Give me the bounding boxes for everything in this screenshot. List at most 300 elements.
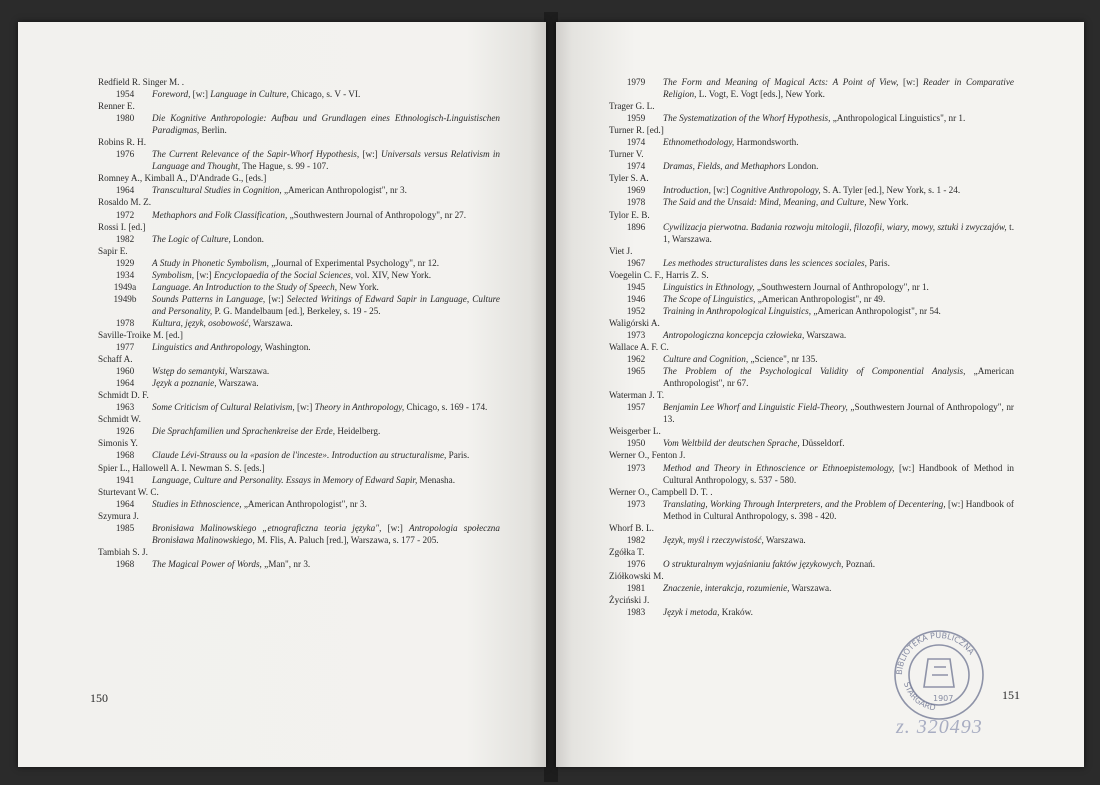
entry-citation bbox=[663, 329, 1014, 341]
citation-title: Dramas, Fields, and Methaphors bbox=[663, 161, 786, 172]
citation-detail: Paris. bbox=[446, 450, 470, 461]
entry-year: 1978 bbox=[626, 197, 646, 208]
entry-citation bbox=[152, 377, 500, 389]
entry-author: Saville-Troike M. [ed.] bbox=[98, 329, 183, 340]
entry-item bbox=[609, 76, 1014, 100]
entry-citation bbox=[663, 160, 1014, 172]
entry-citation bbox=[663, 365, 1014, 389]
citation-detail: „American Anthropologist", nr 67. bbox=[663, 366, 1014, 389]
bibliography-entry bbox=[98, 389, 500, 413]
entry-citation bbox=[152, 257, 500, 269]
bibliography-column-right bbox=[609, 76, 1014, 618]
bibliography-entry bbox=[98, 546, 500, 570]
entry-year: 1973 bbox=[626, 329, 646, 340]
entry-citation bbox=[152, 184, 500, 196]
bibliography-entry bbox=[98, 329, 500, 353]
entry-author: Simonis Y. bbox=[98, 438, 138, 449]
entry-citation bbox=[152, 341, 500, 353]
entry-item bbox=[98, 269, 500, 281]
entry-item bbox=[609, 353, 1014, 365]
entry-item bbox=[609, 558, 1014, 570]
bibliography-entry bbox=[609, 546, 1014, 570]
citation-detail: New York. bbox=[337, 281, 379, 292]
citation-title: Symbolism, bbox=[152, 269, 195, 280]
entry-author: Spier L., Hallowell A. I. Newman S. S. [eds.] bbox=[98, 462, 265, 473]
entry-item bbox=[609, 196, 1014, 208]
entry-item bbox=[98, 257, 500, 269]
bibliography-entry bbox=[98, 221, 500, 245]
entry-author: Tyler S. A. bbox=[609, 173, 649, 184]
stamp-text-top: BIBLIOTEKA PUBLICZNA bbox=[894, 630, 976, 676]
citation-detail: P. G. Mandelbaum [ed.], Berkeley, s. 19 - 25. bbox=[212, 305, 381, 316]
bibliography-entry bbox=[98, 100, 500, 136]
citation-detail: Warszawa. bbox=[250, 317, 293, 328]
entry-year: 1976 bbox=[115, 149, 135, 160]
entry-year: 1957 bbox=[626, 402, 646, 413]
entry-year: 1978 bbox=[115, 317, 135, 328]
entry-year: 1977 bbox=[115, 342, 135, 353]
entry-year: 1949b bbox=[113, 293, 137, 304]
citation-detail: „American Anthropologist", nr 3. bbox=[241, 498, 367, 509]
entry-item bbox=[609, 401, 1014, 425]
citation-detail: Warszawa. bbox=[804, 329, 847, 340]
bibliography-entry bbox=[98, 437, 500, 461]
entry-citation bbox=[663, 582, 1014, 594]
entry-citation bbox=[152, 233, 500, 245]
citation-title: Language in Culture, bbox=[210, 89, 289, 100]
entry-citation bbox=[152, 112, 500, 136]
entry-item bbox=[98, 184, 500, 196]
entry-year: 1945 bbox=[626, 281, 646, 292]
entry-item bbox=[98, 112, 500, 136]
entry-author: Sturtevant W. C. bbox=[98, 486, 159, 497]
citation-title: Bronisława Malinowskiego „etnograficzna teoria języka", bbox=[152, 522, 382, 533]
citation-title: Training in Anthropological Linguistics, bbox=[663, 305, 812, 316]
citation-title: Selected Writings of Edward Sapir in Language, Culture and Personality, bbox=[152, 293, 500, 316]
citation-title: Die Sprachfamilien und Sprachenkreise der Erde, bbox=[152, 426, 336, 437]
entry-year: 1973 bbox=[626, 498, 646, 509]
citation-detail: Düsseldorf. bbox=[799, 438, 845, 449]
entry-citation bbox=[663, 462, 1014, 486]
entry-author: Trager G. L. bbox=[609, 101, 655, 112]
entry-item bbox=[98, 209, 500, 221]
citation-detail: „Southwestern Journal of Anthropology", nr 1. bbox=[754, 281, 929, 292]
citation-title: Theory in Anthropology, bbox=[314, 402, 405, 413]
entry-year: 1968 bbox=[115, 558, 135, 569]
citation-detail: S. A. Tyler [ed.], New York, s. 1 - 24. bbox=[820, 185, 961, 196]
citation-title: Introduction, bbox=[663, 185, 711, 196]
entry-citation bbox=[663, 136, 1014, 148]
citation-detail: „Journal of Experimental Psychology", nr 12. bbox=[268, 257, 440, 268]
citation-title: Benjamin Lee Whorf and Linguistic Field-Theory, bbox=[663, 402, 848, 413]
citation-title: The Magical Power of Words, bbox=[152, 558, 262, 569]
entry-author: Schmidt D. F. bbox=[98, 390, 149, 401]
entry-year: 1946 bbox=[626, 293, 646, 304]
entry-year: 1934 bbox=[115, 269, 135, 280]
citation-detail: [w:] Handbook of Method in Cultural Anthropology, s. 398 - 420. bbox=[663, 498, 1014, 521]
stamp-text-bottom: STARGARD bbox=[901, 680, 937, 713]
entry-citation bbox=[152, 449, 500, 461]
entry-author: Tylor E. B. bbox=[609, 209, 650, 220]
entry-citation bbox=[663, 196, 1014, 208]
entry-year: 1982 bbox=[626, 534, 646, 545]
citation-detail: Poznań. bbox=[843, 558, 876, 569]
entry-year: 1965 bbox=[626, 366, 646, 377]
citation-detail: „Man", nr 3. bbox=[261, 558, 311, 569]
bibliography-entry bbox=[609, 100, 1014, 124]
citation-detail: Berlin. bbox=[199, 125, 227, 136]
bibliography-entry bbox=[98, 245, 500, 329]
citation-title: Cywilizacja pierwotna. Badania rozwoju mitologii, filozofii, wiary, mowy, sztuki i zwyczajów, bbox=[663, 221, 1007, 232]
citation-title: Claude Lévi-Strauss ou la «pasion de l'inceste». Introduction au structuralisme, bbox=[152, 450, 447, 461]
entry-item bbox=[98, 377, 500, 389]
bibliography-entry bbox=[98, 353, 500, 389]
citation-detail: London. bbox=[230, 233, 264, 244]
bibliography-entry bbox=[98, 136, 500, 172]
citation-detail: [w:] bbox=[194, 269, 215, 280]
citation-title: O strukturalnym wyjaśnianiu faktów językowych, bbox=[663, 558, 844, 569]
entry-year: 1976 bbox=[626, 558, 646, 569]
entry-item bbox=[609, 365, 1014, 389]
citation-title: Reader in Comparative Religion, bbox=[663, 77, 1014, 100]
stamp-year: 1907 bbox=[933, 694, 954, 703]
entry-year: 1960 bbox=[115, 366, 135, 377]
entry-year: 1979 bbox=[626, 77, 646, 87]
entry-item bbox=[98, 449, 500, 461]
entry-item bbox=[98, 88, 500, 100]
citation-detail: [w:] bbox=[190, 89, 211, 100]
entry-author: Turner R. [ed.] bbox=[609, 125, 664, 136]
entry-year: 1929 bbox=[115, 257, 135, 268]
entry-year: 1964 bbox=[115, 378, 135, 389]
right-page bbox=[556, 22, 1084, 767]
citation-title: The Logic of Culture, bbox=[152, 233, 231, 244]
citation-detail: L. Vogt, E. Vogt [eds.], New York. bbox=[696, 89, 825, 100]
entry-citation bbox=[152, 148, 500, 172]
entry-item bbox=[609, 136, 1014, 148]
entry-citation bbox=[663, 534, 1014, 546]
entry-year: 1983 bbox=[626, 607, 646, 618]
bibliography-entry bbox=[609, 317, 1014, 341]
entry-author: Turner V. bbox=[609, 149, 644, 160]
entry-year: 1954 bbox=[115, 89, 135, 100]
entry-item bbox=[609, 498, 1014, 522]
entry-author: Romney A., Kimball A., D'Andrade G., [eds.] bbox=[98, 173, 267, 184]
entry-author: Werner O., Fenton J. bbox=[609, 450, 686, 461]
citation-title: Znaczenie, interakcja, rozumienie, bbox=[663, 582, 790, 593]
entry-citation bbox=[152, 522, 500, 546]
entry-item bbox=[98, 558, 500, 570]
entry-item bbox=[98, 233, 500, 245]
citation-title: The Current Relevance of the Sapir-Whorf Hypothesis, bbox=[152, 149, 360, 160]
citation-detail: Menasha. bbox=[417, 474, 456, 485]
entry-author: Redfield R. Singer M. . bbox=[98, 77, 184, 87]
entry-author: Szymura J. bbox=[98, 510, 139, 521]
entry-year: 1896 bbox=[626, 221, 646, 232]
citation-title: Methaphors and Folk Classification, bbox=[152, 209, 288, 220]
entry-author: Waterman J. T. bbox=[609, 390, 665, 401]
entry-author: Whorf B. L. bbox=[609, 522, 654, 533]
bibliography-entry bbox=[609, 449, 1014, 485]
citation-detail: [w:] bbox=[294, 402, 315, 413]
citation-detail: Chicago, s. 169 - 174. bbox=[404, 402, 488, 413]
citation-detail: New York. bbox=[866, 197, 909, 208]
citation-detail: Chicago, s. V - VI. bbox=[288, 89, 361, 100]
entry-citation bbox=[663, 184, 1014, 196]
entry-citation bbox=[152, 281, 500, 293]
citation-detail: [w:] bbox=[265, 293, 287, 304]
citation-detail: M. Flis, A. Paluch [red.], Warszawa, s. 177 - 205. bbox=[254, 534, 439, 545]
bibliography-entry bbox=[609, 209, 1014, 245]
entry-item bbox=[609, 221, 1014, 245]
entry-citation bbox=[663, 305, 1014, 317]
citation-title: Cognitive Anthropology, bbox=[730, 185, 821, 196]
entry-citation bbox=[663, 76, 1014, 100]
entry-item bbox=[98, 425, 500, 437]
citation-detail: „Southwestern Journal of Anthropology", nr 13. bbox=[663, 402, 1014, 425]
bibliography-entry bbox=[609, 341, 1014, 389]
entry-citation bbox=[152, 425, 500, 437]
entry-citation bbox=[663, 257, 1014, 269]
entry-citation bbox=[152, 498, 500, 510]
entry-year: 1985 bbox=[115, 522, 135, 533]
citation-title: Antropologiczna koncepcja człowieka, bbox=[663, 329, 805, 340]
page-number: 151 bbox=[1002, 688, 1020, 702]
bibliography-entry bbox=[609, 389, 1014, 425]
entry-citation bbox=[152, 269, 500, 281]
citation-title: Encyclopaedia of the Social Sciences, bbox=[214, 269, 354, 280]
citation-detail: Heidelberg. bbox=[335, 426, 381, 437]
citation-title: Culture and Cognition, bbox=[663, 354, 749, 365]
bibliography-entry bbox=[609, 124, 1014, 148]
entry-citation bbox=[152, 365, 500, 377]
citation-title: The Said and the Unsaid: Mind, Meaning, and Culture, bbox=[663, 197, 867, 208]
entry-author: Schaff A. bbox=[98, 354, 133, 365]
entry-item bbox=[609, 329, 1014, 341]
entry-year: 1980 bbox=[115, 113, 135, 124]
citation-title: Linguistics and Anthropology, bbox=[152, 342, 263, 353]
entry-citation bbox=[152, 88, 500, 100]
entry-year: 1963 bbox=[115, 402, 135, 413]
entry-author: Voegelin C. F., Harris Z. S. bbox=[609, 269, 709, 280]
citation-detail: Kraków. bbox=[719, 607, 753, 618]
entry-author: Waligórski A. bbox=[609, 317, 660, 328]
entry-item bbox=[98, 341, 500, 353]
entry-year: 1981 bbox=[626, 582, 646, 593]
bibliography-entry bbox=[98, 76, 500, 100]
citation-detail: „American Anthropologist", nr 3. bbox=[281, 185, 407, 196]
entry-year: 1952 bbox=[626, 305, 646, 316]
entry-year: 1949a bbox=[113, 281, 137, 292]
citation-title: The Problem of the Psychological Validity of Componential Analysis, bbox=[663, 366, 966, 377]
citation-detail: „Science", nr 135. bbox=[748, 354, 818, 365]
bibliography-entry bbox=[609, 425, 1014, 449]
citation-detail: [w:] bbox=[710, 185, 731, 196]
citation-detail: [w:] Handbook of Method in Cultural Anthropology, s. 537 - 580. bbox=[663, 462, 1014, 485]
citation-title: The Scope of Linguistics, bbox=[663, 293, 756, 304]
entry-item bbox=[609, 257, 1014, 269]
citation-title: Universals versus Relativism in Language and Thought, bbox=[152, 149, 500, 172]
page-number: 150 bbox=[90, 691, 108, 705]
entry-citation bbox=[663, 112, 1014, 124]
entry-year: 1969 bbox=[626, 185, 646, 196]
citation-title: Method and Theory in Ethnoscience or Ethnoepistemology, bbox=[663, 462, 895, 473]
citation-title: Język i metoda, bbox=[663, 607, 720, 618]
entry-year: 1959 bbox=[626, 113, 646, 124]
entry-year: 1962 bbox=[626, 354, 646, 365]
citation-title: Die Kognitive Anthropologie: Aufbau und Grundlagen eines Ethnologisch-Linguistischen Paradigmas, bbox=[152, 113, 500, 136]
citation-title: A Study in Phonetic Symbolism, bbox=[152, 257, 269, 268]
citation-title: Transcultural Studies in Cognition, bbox=[152, 185, 282, 196]
entry-item bbox=[98, 365, 500, 377]
bibliography-column-left bbox=[98, 76, 500, 570]
citation-detail: [w:] bbox=[359, 149, 381, 160]
citation-detail: [w:] bbox=[898, 77, 924, 87]
citation-title: Language. An Introduction to the Study of Speech, bbox=[152, 281, 337, 292]
citation-title: Sounds Patterns in Language, bbox=[152, 293, 266, 304]
citation-detail: Warszawa. bbox=[763, 534, 806, 545]
entry-year: 1974 bbox=[626, 137, 646, 148]
citation-detail: „Southwestern Journal of Anthropology", nr 27. bbox=[287, 209, 467, 220]
bibliography-entry bbox=[609, 269, 1014, 317]
entry-year: 1968 bbox=[115, 450, 135, 461]
entry-item bbox=[98, 522, 500, 546]
citation-title: Język a poznanie, bbox=[152, 378, 217, 389]
svg-text:BIBLIOTEKA PUBLICZNA bbox=[895, 631, 976, 675]
entry-author: Werner O., Campbell D. T. . bbox=[609, 486, 713, 497]
citation-title: Some Criticism of Cultural Relativism, bbox=[152, 402, 295, 413]
bibliography-entry bbox=[98, 462, 500, 486]
entry-year: 1967 bbox=[626, 257, 646, 268]
entry-author: Zgółka T. bbox=[609, 546, 645, 557]
citation-title: Language, Culture and Personality. Essays in Memory of Edward Sapir, bbox=[152, 474, 418, 485]
citation-title: Kultura, język, osobowość, bbox=[152, 317, 251, 328]
citation-detail: Washington. bbox=[262, 342, 311, 353]
entry-citation bbox=[663, 401, 1014, 425]
entry-item bbox=[98, 474, 500, 486]
entry-item bbox=[98, 293, 500, 317]
entry-author: Rossi I. [ed.] bbox=[98, 221, 146, 232]
bibliography-entry bbox=[609, 148, 1014, 172]
entry-citation bbox=[152, 401, 500, 413]
bibliography-entry bbox=[98, 413, 500, 437]
citation-detail: vol. XIV, New York. bbox=[353, 269, 431, 280]
entry-author: Robins R. H. bbox=[98, 137, 146, 148]
entry-item bbox=[609, 293, 1014, 305]
citation-title: Studies in Ethnoscience, bbox=[152, 498, 242, 509]
bibliography-entry bbox=[98, 486, 500, 510]
citation-title: Linguistics in Ethnology, bbox=[663, 281, 755, 292]
entry-citation bbox=[663, 281, 1014, 293]
citation-title: The Systematization of the Whorf Hypothesis, bbox=[663, 113, 831, 124]
entry-year: 1950 bbox=[626, 438, 646, 449]
svg-text:STARGARD bbox=[902, 681, 936, 713]
citation-title: Translating, Working Through Interpreters, and the Problem of Decentering, bbox=[663, 498, 946, 509]
entry-author: Sapir E. bbox=[98, 245, 128, 256]
inventory-mark: z. 320493 bbox=[896, 716, 983, 738]
entry-item bbox=[98, 148, 500, 172]
entry-author: Tambiah S. J. bbox=[98, 546, 148, 557]
entry-author: Schmidt W. bbox=[98, 414, 141, 425]
entry-year: 1982 bbox=[115, 233, 135, 244]
library-stamp bbox=[884, 617, 994, 727]
citation-title: Foreword, bbox=[152, 89, 191, 100]
citation-detail: „American Anthropologist", nr 49. bbox=[755, 293, 886, 304]
entry-citation bbox=[663, 437, 1014, 449]
entry-author: Weisgerber L. bbox=[609, 426, 661, 437]
bibliography-entry bbox=[98, 196, 500, 220]
citation-detail: t. 1, Warszawa. bbox=[663, 221, 1014, 244]
bibliography-entry bbox=[609, 594, 1014, 618]
citation-title: The Form and Meaning of Magical Acts: A Point of View, bbox=[663, 77, 899, 87]
citation-title: Antropologia społeczna Bronisława Malinowskiego, bbox=[152, 522, 500, 545]
entry-year: 1974 bbox=[626, 161, 646, 172]
entry-author: Renner E. bbox=[98, 101, 135, 112]
entry-citation bbox=[152, 317, 500, 329]
entry-item bbox=[609, 281, 1014, 293]
citation-detail: London. bbox=[785, 161, 819, 172]
entry-item bbox=[609, 305, 1014, 317]
entry-author: Ziółkowski M. bbox=[609, 570, 664, 581]
entry-year: 1964 bbox=[115, 185, 135, 196]
entry-author: Viet J. bbox=[609, 245, 633, 256]
entry-item bbox=[98, 317, 500, 329]
citation-detail: Warszawa. bbox=[227, 366, 270, 377]
entry-item bbox=[609, 534, 1014, 546]
entry-author: Rosaldo M. Z. bbox=[98, 197, 152, 208]
citation-detail: „Anthropological Linguistics", nr 1. bbox=[830, 113, 966, 124]
entry-item bbox=[609, 437, 1014, 449]
entry-item bbox=[609, 160, 1014, 172]
bibliography-entry bbox=[609, 245, 1014, 269]
entry-year: 1941 bbox=[115, 474, 135, 485]
entry-item bbox=[98, 498, 500, 510]
bibliography-entry bbox=[609, 172, 1014, 208]
entry-item bbox=[609, 582, 1014, 594]
entry-citation bbox=[152, 293, 500, 317]
entry-citation bbox=[152, 558, 500, 570]
bibliography-entry bbox=[609, 522, 1014, 546]
entry-citation bbox=[663, 221, 1014, 245]
entry-item bbox=[98, 401, 500, 413]
entry-year: 1964 bbox=[115, 498, 135, 509]
entry-item bbox=[609, 462, 1014, 486]
entry-item bbox=[609, 184, 1014, 196]
left-page bbox=[18, 22, 546, 767]
entry-author: Wallace A. F. C. bbox=[609, 342, 669, 353]
citation-detail: The Hague, s. 99 - 107. bbox=[240, 161, 329, 172]
entry-author: Życiński J. bbox=[609, 595, 650, 606]
entry-citation bbox=[663, 353, 1014, 365]
citation-detail: „American Anthropologist", nr 54. bbox=[811, 305, 941, 316]
entry-year: 1972 bbox=[115, 209, 135, 220]
citation-title: Język, myśl i rzeczywistość, bbox=[663, 534, 764, 545]
citation-title: Les methodes structuralistes dans les sciences sociales, bbox=[663, 257, 867, 268]
entry-year: 1926 bbox=[115, 426, 135, 437]
citation-detail: Harmondsworth. bbox=[734, 137, 799, 148]
citation-detail: Paris. bbox=[866, 257, 890, 268]
citation-title: Ethnomethodology, bbox=[663, 137, 735, 148]
entry-citation bbox=[663, 293, 1014, 305]
entry-citation bbox=[663, 558, 1014, 570]
bibliography-entry bbox=[609, 486, 1014, 522]
entry-citation bbox=[663, 498, 1014, 522]
citation-detail: Warszawa. bbox=[216, 378, 259, 389]
entry-year: 1973 bbox=[626, 462, 646, 473]
entry-citation bbox=[152, 474, 500, 486]
entry-item bbox=[98, 281, 500, 293]
bibliography-entry bbox=[98, 510, 500, 546]
